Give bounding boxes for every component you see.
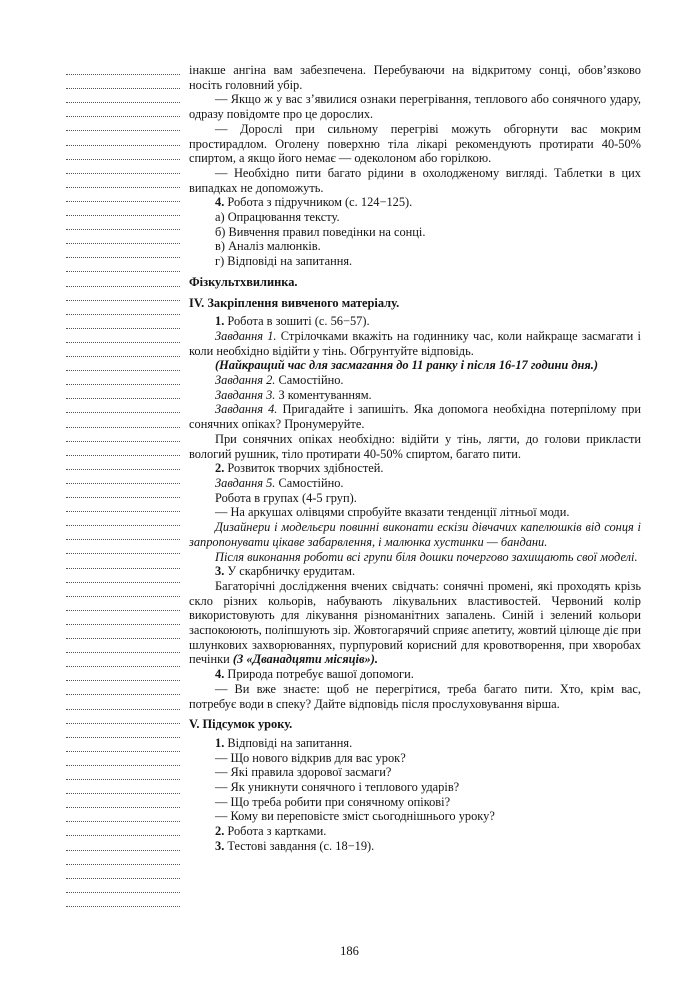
margin-dotted-line [66, 878, 180, 879]
paragraph [189, 210, 641, 225]
text-run: — Які правила здорової засмаги? [215, 765, 392, 780]
text-run: Робота з картками. [224, 824, 327, 839]
margin-dotted-line [66, 173, 180, 174]
page-number: 186 [340, 944, 359, 958]
margin-dotted-line [66, 709, 180, 710]
text-run: При сонячних опіках необхідно: відійти у тінь, лягти, до голови прикласти вологий рушник, тіло протирати 40-50% спиртом, багато пити. [189, 431, 641, 461]
paragraph [189, 239, 641, 254]
margin-dotted-line [66, 850, 180, 851]
text-run: Завдання 4. [215, 402, 278, 417]
margin-dotted-line [66, 384, 180, 385]
text-run: (Найкращий час для засмагання до 11 ранку і після 16-17 години дня.) [215, 358, 598, 373]
margin-dotted-line [66, 130, 180, 131]
text-run: Робота в групах (4-5 груп). [215, 490, 357, 505]
text-run: — Що нового відкрив для вас урок? [215, 750, 406, 765]
margin-dotted-line [66, 652, 180, 653]
text-run: Завдання 1. [215, 328, 277, 343]
margin-dotted-line [66, 906, 180, 907]
margin-dotted-line [66, 779, 180, 780]
margin-dotted-line [66, 74, 180, 75]
margin-dotted-line [66, 751, 180, 752]
margin-dotted-line [66, 300, 180, 301]
text-run: 3. [215, 838, 225, 853]
margin-dotted-line [66, 328, 180, 329]
margin-dotted-line [66, 314, 180, 315]
margin-dotted-line [66, 370, 180, 371]
margin-dotted-line [66, 441, 180, 442]
text-run: Багаторічні дослідження вчених свідчать: сонячні промені, які проходять крізь скло різних кольорів, набувають лікувальних властивостей. Червоний колір використовують для лікування різноманітних запалень. Синій і зелений кольори заспокоюють, поліпшують зір. Жовтогарячий сприяє апетиту, жовтий цілюще діє при шлункових захворюваннях, пурпуровий корисний для кровотворення, при хворобах печінки [189, 578, 641, 667]
paragraph [189, 275, 641, 290]
margin-dotted-line [66, 821, 180, 822]
text-run: Робота з підручником (с. 124−125). [224, 195, 413, 210]
text-run: Завдання 2. [215, 373, 276, 388]
paragraph [189, 491, 641, 506]
margin-dotted-line [66, 835, 180, 836]
paragraph [189, 225, 641, 240]
text-run: Пригадайте і запишіть. Яка допомога необхідна потерпілому при сонячних опіках? Пронумеруйте. [189, 402, 641, 432]
text-run: г) Відповіді на запитання. [215, 254, 353, 269]
paragraph [189, 765, 641, 780]
text-run: а) Опрацювання тексту. [215, 210, 340, 225]
paragraph [189, 505, 641, 520]
margin-dotted-line [66, 455, 180, 456]
text-run: V. Підсумок уроку. [189, 717, 293, 732]
margin-dotted-line [66, 102, 180, 103]
margin-dotted-line [66, 187, 180, 188]
margin-dotted-line [66, 243, 180, 244]
margin-dotted-line [66, 229, 180, 230]
margin-dotted-line [66, 271, 180, 272]
text-run: Тестові завдання (с. 18−19). [224, 838, 375, 853]
text-run: Самостійно. [275, 373, 344, 388]
margin-dotted-line [66, 525, 180, 526]
paragraph [189, 358, 641, 373]
text-run: — Ви вже знаєте: щоб не перегрітися, треба багато пити. Хто, крім вас, потребує води в спеку? Дайте відповідь після прослуховування вірша. [189, 681, 641, 711]
text-run: Розвиток творчих здібностей. [224, 461, 384, 476]
text-run: Робота в зошиті (с. 56−57). [224, 314, 370, 329]
margin-dotted-line [66, 596, 180, 597]
text-run: (З «Дванадцяти місяців»). [232, 652, 378, 667]
margin-notes-lines [66, 74, 180, 914]
text-run: Дизайнери і модельєри повинні виконати ескізи дівчачих капелюшків від сонця і запропонувати цікаве забарвлення, і малюнка хустинки — бандани. [189, 520, 641, 549]
paragraph [189, 736, 641, 751]
text-run: 1. [215, 735, 225, 750]
margin-dotted-line [66, 497, 180, 498]
margin-dotted-line [66, 666, 180, 667]
paragraph [189, 166, 641, 195]
margin-dotted-line [66, 427, 180, 428]
paragraph [189, 520, 641, 549]
margin-dotted-line [66, 215, 180, 216]
margin-dotted-line [66, 568, 180, 569]
paragraph [189, 780, 641, 795]
text-run: Завдання 5. [215, 475, 276, 490]
text-run: У скарбничку ерудитам. [224, 564, 356, 579]
text-run: б) Вивчення правил поведінки на сонці. [215, 224, 426, 239]
margin-dotted-line [66, 765, 180, 766]
text-run: Завдання 3. [215, 387, 276, 402]
text-run: 2. [215, 461, 225, 476]
text-run: Природа потребує вашої допомоги. [224, 667, 414, 682]
paragraph [189, 296, 641, 311]
margin-dotted-line [66, 116, 180, 117]
margin-dotted-line [66, 257, 180, 258]
paragraph [189, 795, 641, 810]
margin-dotted-line [66, 356, 180, 357]
margin-dotted-line [66, 892, 180, 893]
text-run: 4. [215, 195, 225, 210]
text-run: З коментуванням. [275, 387, 372, 402]
margin-dotted-line [66, 807, 180, 808]
paragraph [189, 373, 641, 388]
text-run: 1. [215, 314, 225, 329]
margin-dotted-line [66, 680, 180, 681]
text-run: Відповіді на запитання. [224, 735, 353, 750]
paragraph [189, 329, 641, 358]
paragraph [189, 402, 641, 431]
text-run: IV. Закріплення вивченого матеріалу. [189, 295, 400, 310]
margin-dotted-line [66, 412, 180, 413]
paragraph [189, 550, 641, 565]
margin-dotted-line [66, 145, 180, 146]
text-run: інакше ангіна вам забезпечена. Перебуваючи на відкритому сонці, обов’язково носіть головний убір. [189, 63, 641, 92]
text-run: Фізкультхвилинка. [189, 274, 298, 289]
paragraph [189, 314, 641, 329]
text-run: — Що треба робити при сонячному опікові? [215, 794, 451, 809]
margin-dotted-line [66, 159, 180, 160]
margin-dotted-line [66, 342, 180, 343]
text-run: Після виконання роботи всі групи біля дошки почергово захищають свої моделі. [215, 549, 638, 564]
paragraph [189, 122, 641, 166]
paragraph [189, 195, 641, 210]
paragraph [189, 92, 641, 121]
margin-dotted-line [66, 638, 180, 639]
paragraph [189, 824, 641, 839]
margin-dotted-line [66, 737, 180, 738]
margin-dotted-line [66, 539, 180, 540]
text-run: — Кому ви переповісте зміст сьогоднішнього уроку? [215, 809, 495, 824]
margin-dotted-line [66, 864, 180, 865]
text-run: — На аркушах олівцями спробуйте вказати тенденції літньої моди. [215, 505, 570, 520]
margin-dotted-line [66, 610, 180, 611]
text-run: 4. [215, 667, 225, 682]
margin-dotted-line [66, 723, 180, 724]
text-run: Самостійно. [275, 475, 344, 490]
paragraph [189, 682, 641, 711]
paragraph [189, 461, 641, 476]
text-run: — Як уникнути сонячного і теплового ударів? [215, 780, 460, 795]
paragraph [189, 63, 641, 92]
margin-dotted-line [66, 201, 180, 202]
text-run: в) Аналіз малюнків. [215, 239, 321, 254]
margin-dotted-line [66, 398, 180, 399]
paragraph [189, 579, 641, 667]
text-run: — Якщо ж у вас з’явилися ознаки перегрівання, теплового або сонячного удару, одразу повідомте про це дорослих. [189, 92, 641, 122]
text-run: 2. [215, 824, 225, 839]
margin-dotted-line [66, 88, 180, 89]
text-run: Стрілочками вкажіть на годиннику час, коли найкраще засмагати і коли необхідно відійти у тінь. Обгрунтуйте відповідь. [189, 328, 641, 358]
paragraph [189, 432, 641, 461]
paragraph [189, 839, 641, 854]
margin-dotted-line [66, 624, 180, 625]
margin-dotted-line [66, 582, 180, 583]
paragraph [189, 476, 641, 491]
paragraph [189, 254, 641, 269]
paragraph [189, 564, 641, 579]
margin-dotted-line [66, 469, 180, 470]
page-body-text [189, 63, 641, 854]
text-run: — Дорослі при сильному перегріві можуть обгорнути вас мокрим простирадлом. Оголену поверхню тіла лікарі рекомендують протирати 40-50% спиртом, а якщо його немає — одеколоном або горілкою. [189, 121, 641, 166]
paragraph [189, 388, 641, 403]
paragraph [189, 717, 641, 732]
margin-dotted-line [66, 694, 180, 695]
margin-dotted-line [66, 553, 180, 554]
margin-dotted-line [66, 483, 180, 484]
margin-dotted-line [66, 286, 180, 287]
margin-dotted-line [66, 793, 180, 794]
text-run: — Необхідно пити багато рідини в охолодженому вигляді. Таблетки в цих випадках не допоможуть. [189, 165, 641, 195]
margin-dotted-line [66, 511, 180, 512]
paragraph [189, 751, 641, 766]
paragraph [189, 809, 641, 824]
paragraph [189, 667, 641, 682]
text-run: 3. [215, 564, 225, 579]
